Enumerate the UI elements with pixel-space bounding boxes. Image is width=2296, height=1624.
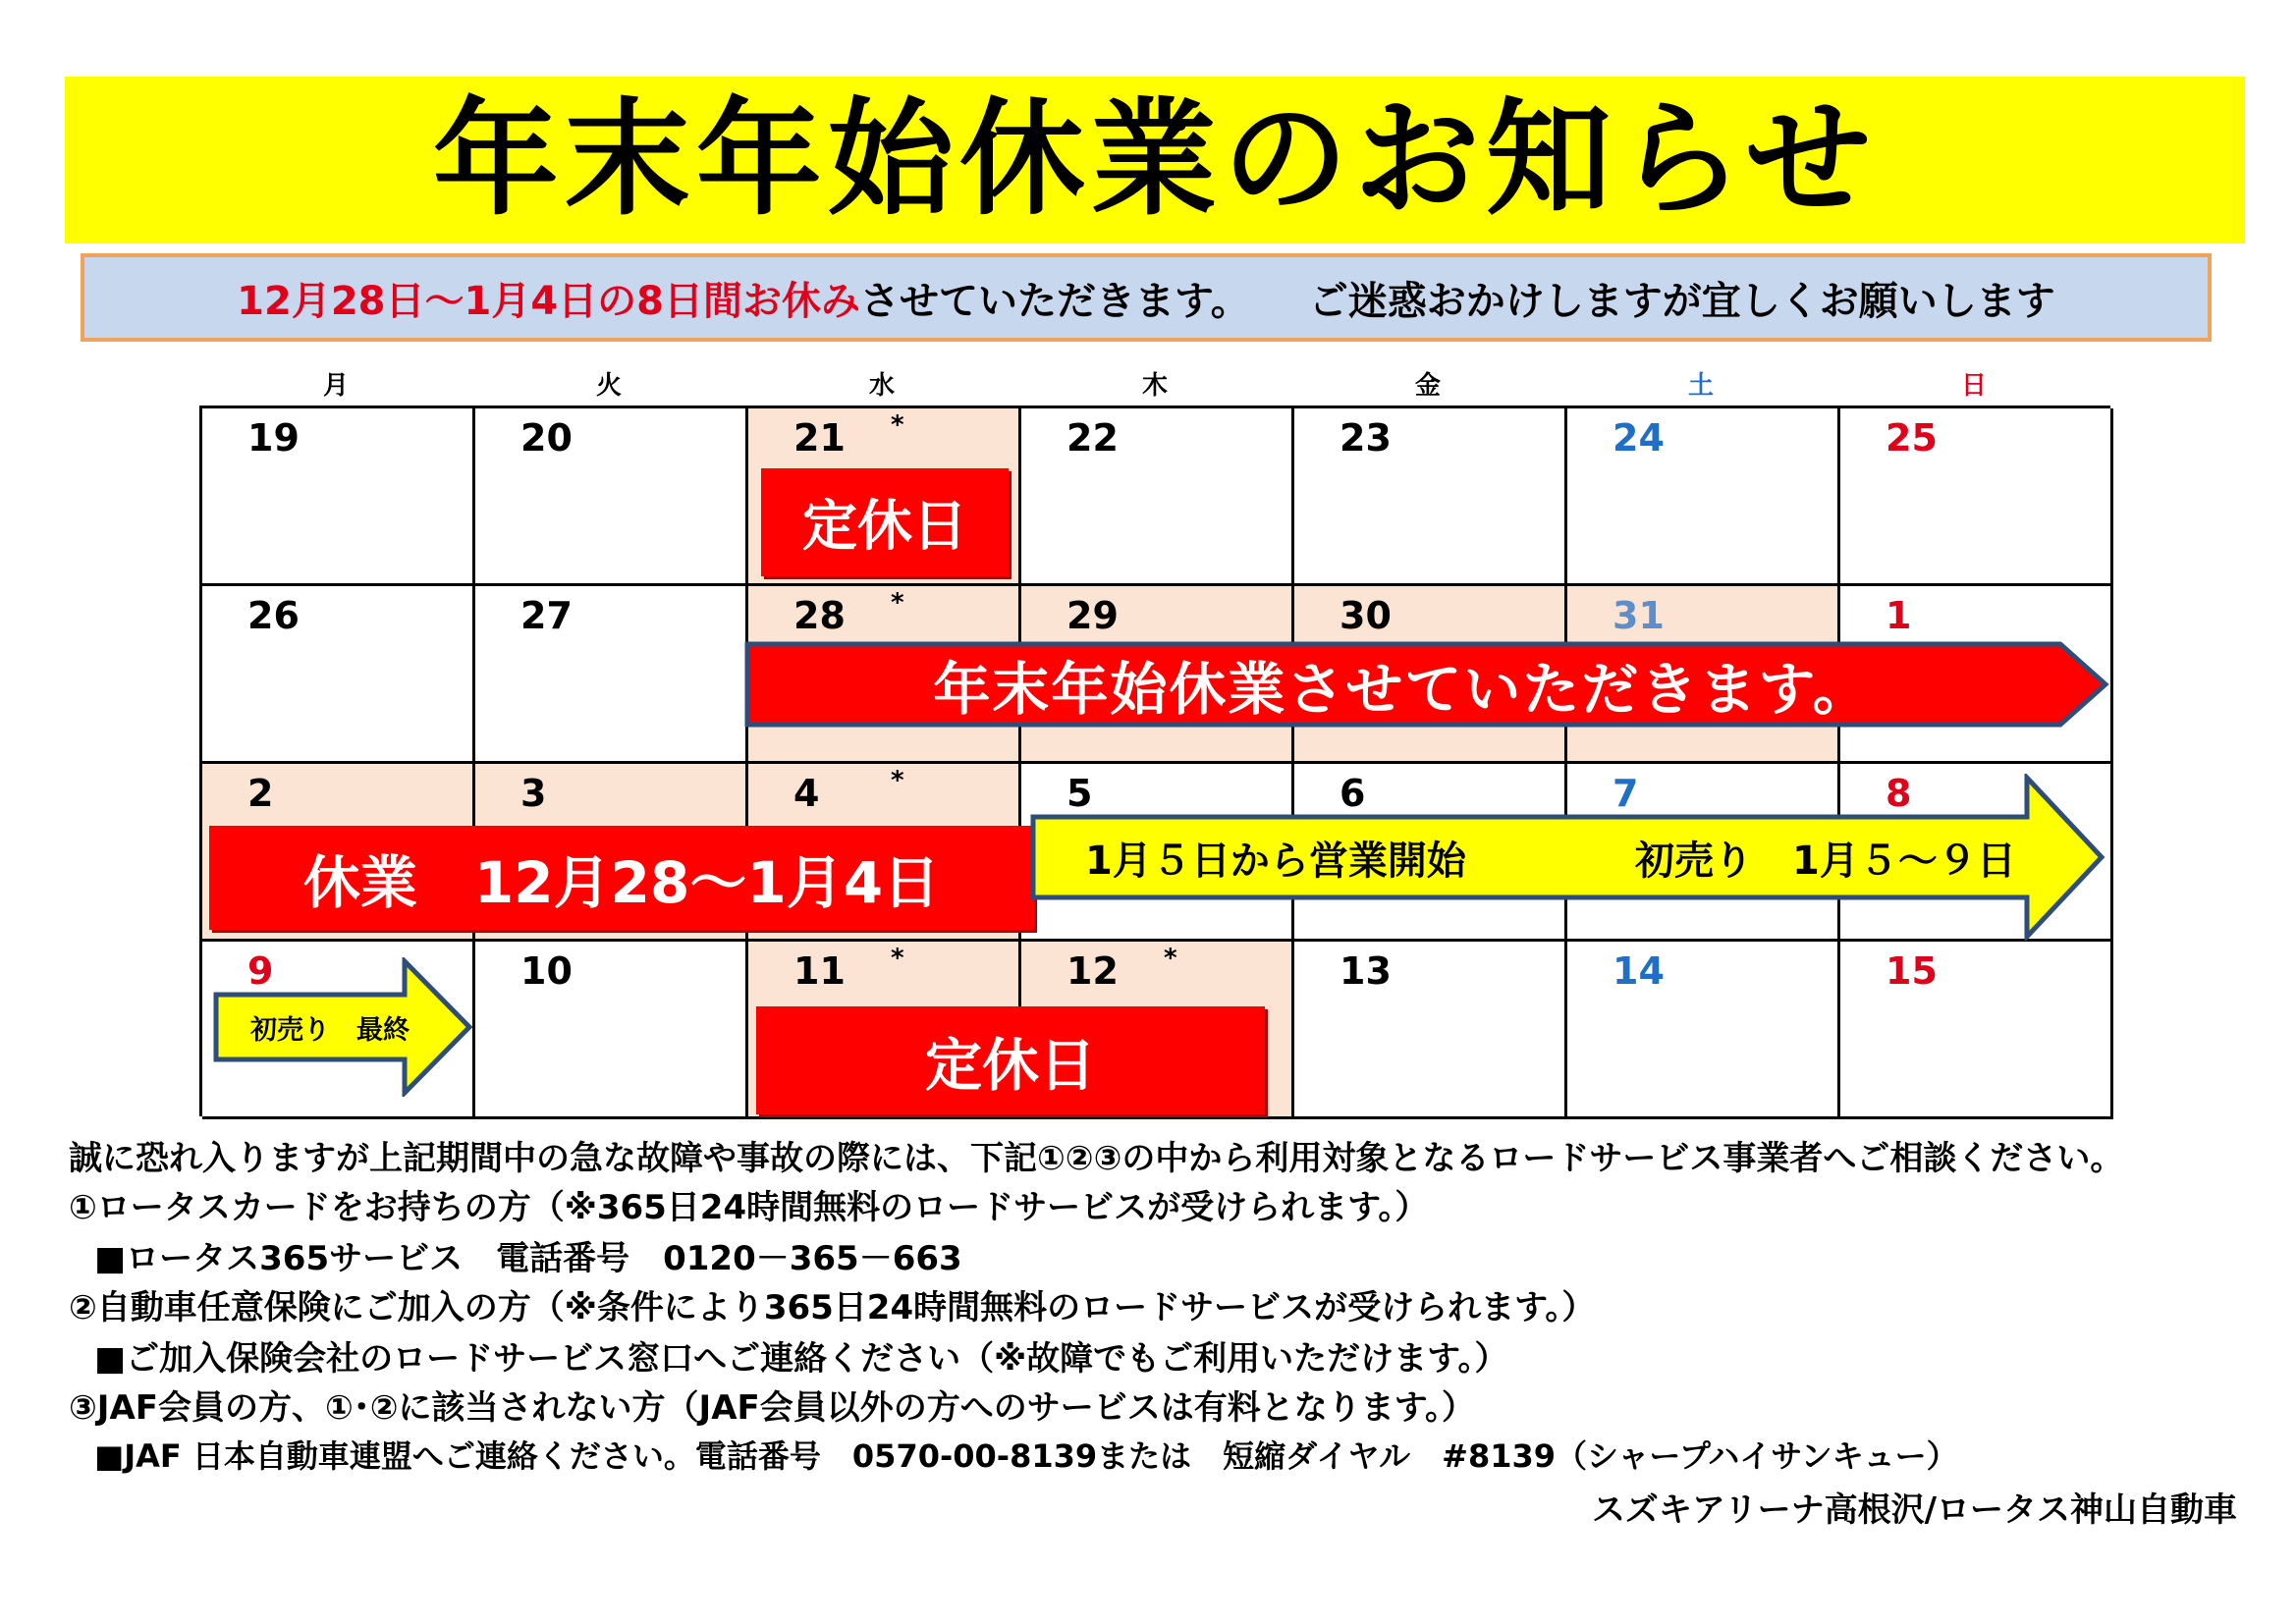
weekday-sat: 土 bbox=[1687, 371, 1714, 401]
weekday-sun: 日 bbox=[1960, 371, 1987, 401]
day-number: 19 bbox=[247, 416, 300, 460]
note-option-2-detail: ■ご加入保険会社のロードサービス窓口へご連絡ください（※故障でもご利用いただけます。） bbox=[94, 1339, 1508, 1379]
day-number: 1 bbox=[1886, 594, 1912, 637]
day-number: 15 bbox=[1886, 949, 1938, 993]
asterisk-mark: * bbox=[891, 944, 904, 973]
weekday-fri: 金 bbox=[1414, 371, 1441, 401]
closure-period-label: 休業 12月28～1月4日 bbox=[209, 826, 1034, 930]
asterisk-mark: * bbox=[1164, 944, 1177, 973]
day-cell bbox=[202, 586, 475, 764]
day-cell bbox=[1021, 408, 1294, 586]
weekday-tue: 火 bbox=[595, 371, 622, 401]
subtitle-text-2: ご迷惑おかけしますが宜しくお願いします bbox=[1308, 278, 2055, 324]
day-number: 22 bbox=[1066, 416, 1119, 460]
day-number: 4 bbox=[793, 772, 820, 815]
day-number: 5 bbox=[1066, 772, 1093, 815]
day-number: 9 bbox=[247, 949, 274, 993]
note-option-1: ①ロータスカードをお持ちの方（※365日24時間無料のロードサービスが受けられます。） bbox=[69, 1188, 1429, 1227]
day-cell bbox=[202, 408, 475, 586]
weekday-wed: 水 bbox=[868, 371, 895, 401]
day-cell bbox=[475, 408, 748, 586]
note-option-1-phone: ■ロータス365サービス 電話番号 0120－365－663 bbox=[94, 1239, 962, 1278]
day-cell bbox=[475, 586, 748, 764]
company-signature: スズキアリーナ高根沢/ロータス神山自動車 bbox=[1591, 1490, 2237, 1530]
note-option-3-phone: ■JAF 日本自動車連盟へご連絡ください。電話番号 0570-00-8139または 短縮ダイヤル #8139（シャープハイサンキュー） bbox=[94, 1437, 1958, 1475]
closed-day-label: 定休日 bbox=[761, 468, 1009, 576]
open-arrow-text-right: 初売り 1月５～９日 bbox=[1635, 838, 2016, 884]
note-option-3: ③JAF会員の方、①･②に該当されない方（JAF会員以外の方へのサービスは有料となります。） bbox=[69, 1388, 1476, 1428]
asterisk-mark: * bbox=[891, 410, 904, 440]
day-number: 12 bbox=[1066, 949, 1119, 993]
weekday-mon: 月 bbox=[322, 371, 349, 401]
day-cell bbox=[1840, 942, 2113, 1119]
day-number: 2 bbox=[247, 772, 274, 815]
subtitle-box bbox=[81, 253, 2212, 342]
day-number: 24 bbox=[1613, 416, 1665, 460]
note-option-2: ②自動車任意保険にご加入の方（※条件により365日24時間無料のロードサービスが受けられます。） bbox=[69, 1288, 1596, 1327]
day-number: 13 bbox=[1339, 949, 1392, 993]
subtitle-text-1: させていただきます。 bbox=[860, 278, 1250, 324]
day-number: 10 bbox=[520, 949, 573, 993]
day-number: 14 bbox=[1613, 949, 1665, 993]
day-number: 7 bbox=[1613, 772, 1639, 815]
closed-day-label-2: 定休日 bbox=[756, 1006, 1265, 1114]
weekday-thu: 木 bbox=[1141, 371, 1168, 401]
day-cell bbox=[1567, 942, 1840, 1119]
day-number: 26 bbox=[247, 594, 300, 637]
day-cell bbox=[1294, 942, 1567, 1119]
asterisk-mark: * bbox=[891, 766, 904, 795]
day-number: 23 bbox=[1339, 416, 1392, 460]
day-cell bbox=[1294, 408, 1567, 586]
day-number: 25 bbox=[1886, 416, 1938, 460]
day-number: 28 bbox=[793, 594, 846, 637]
day-number: 3 bbox=[520, 772, 547, 815]
day-number: 11 bbox=[793, 949, 846, 993]
open-arrow-text-left: 1月５日から営業開始 bbox=[1085, 838, 1466, 884]
day-number: 27 bbox=[520, 594, 573, 637]
day-number: 29 bbox=[1066, 594, 1119, 637]
holiday-arrow-text: 年末年始休業させていただきます。 bbox=[933, 656, 1872, 723]
day-number: 31 bbox=[1613, 594, 1665, 637]
day-number: 20 bbox=[520, 416, 573, 460]
day-number: 30 bbox=[1339, 594, 1392, 637]
page-title: 年末年始休業のお知らせ bbox=[432, 86, 1878, 233]
day-number: 6 bbox=[1339, 772, 1366, 815]
day-cell bbox=[1840, 408, 2113, 586]
title-banner bbox=[65, 77, 2245, 244]
day-cell bbox=[475, 942, 748, 1119]
day-number: 21 bbox=[793, 416, 846, 460]
note-intro: 誠に恐れ入りますが上記期間中の急な故障や事故の際には、下記①②③の中から利用対象となるロードサービス事業者へご相談ください。 bbox=[69, 1139, 2124, 1178]
subtitle-period: 12月28日～1月4日の8日間お休み bbox=[237, 278, 860, 324]
asterisk-mark: * bbox=[891, 588, 904, 618]
day-number: 8 bbox=[1886, 772, 1912, 815]
final-sale-arrow-text: 初売り 最終 bbox=[250, 1014, 410, 1046]
day-cell bbox=[1567, 408, 1840, 586]
